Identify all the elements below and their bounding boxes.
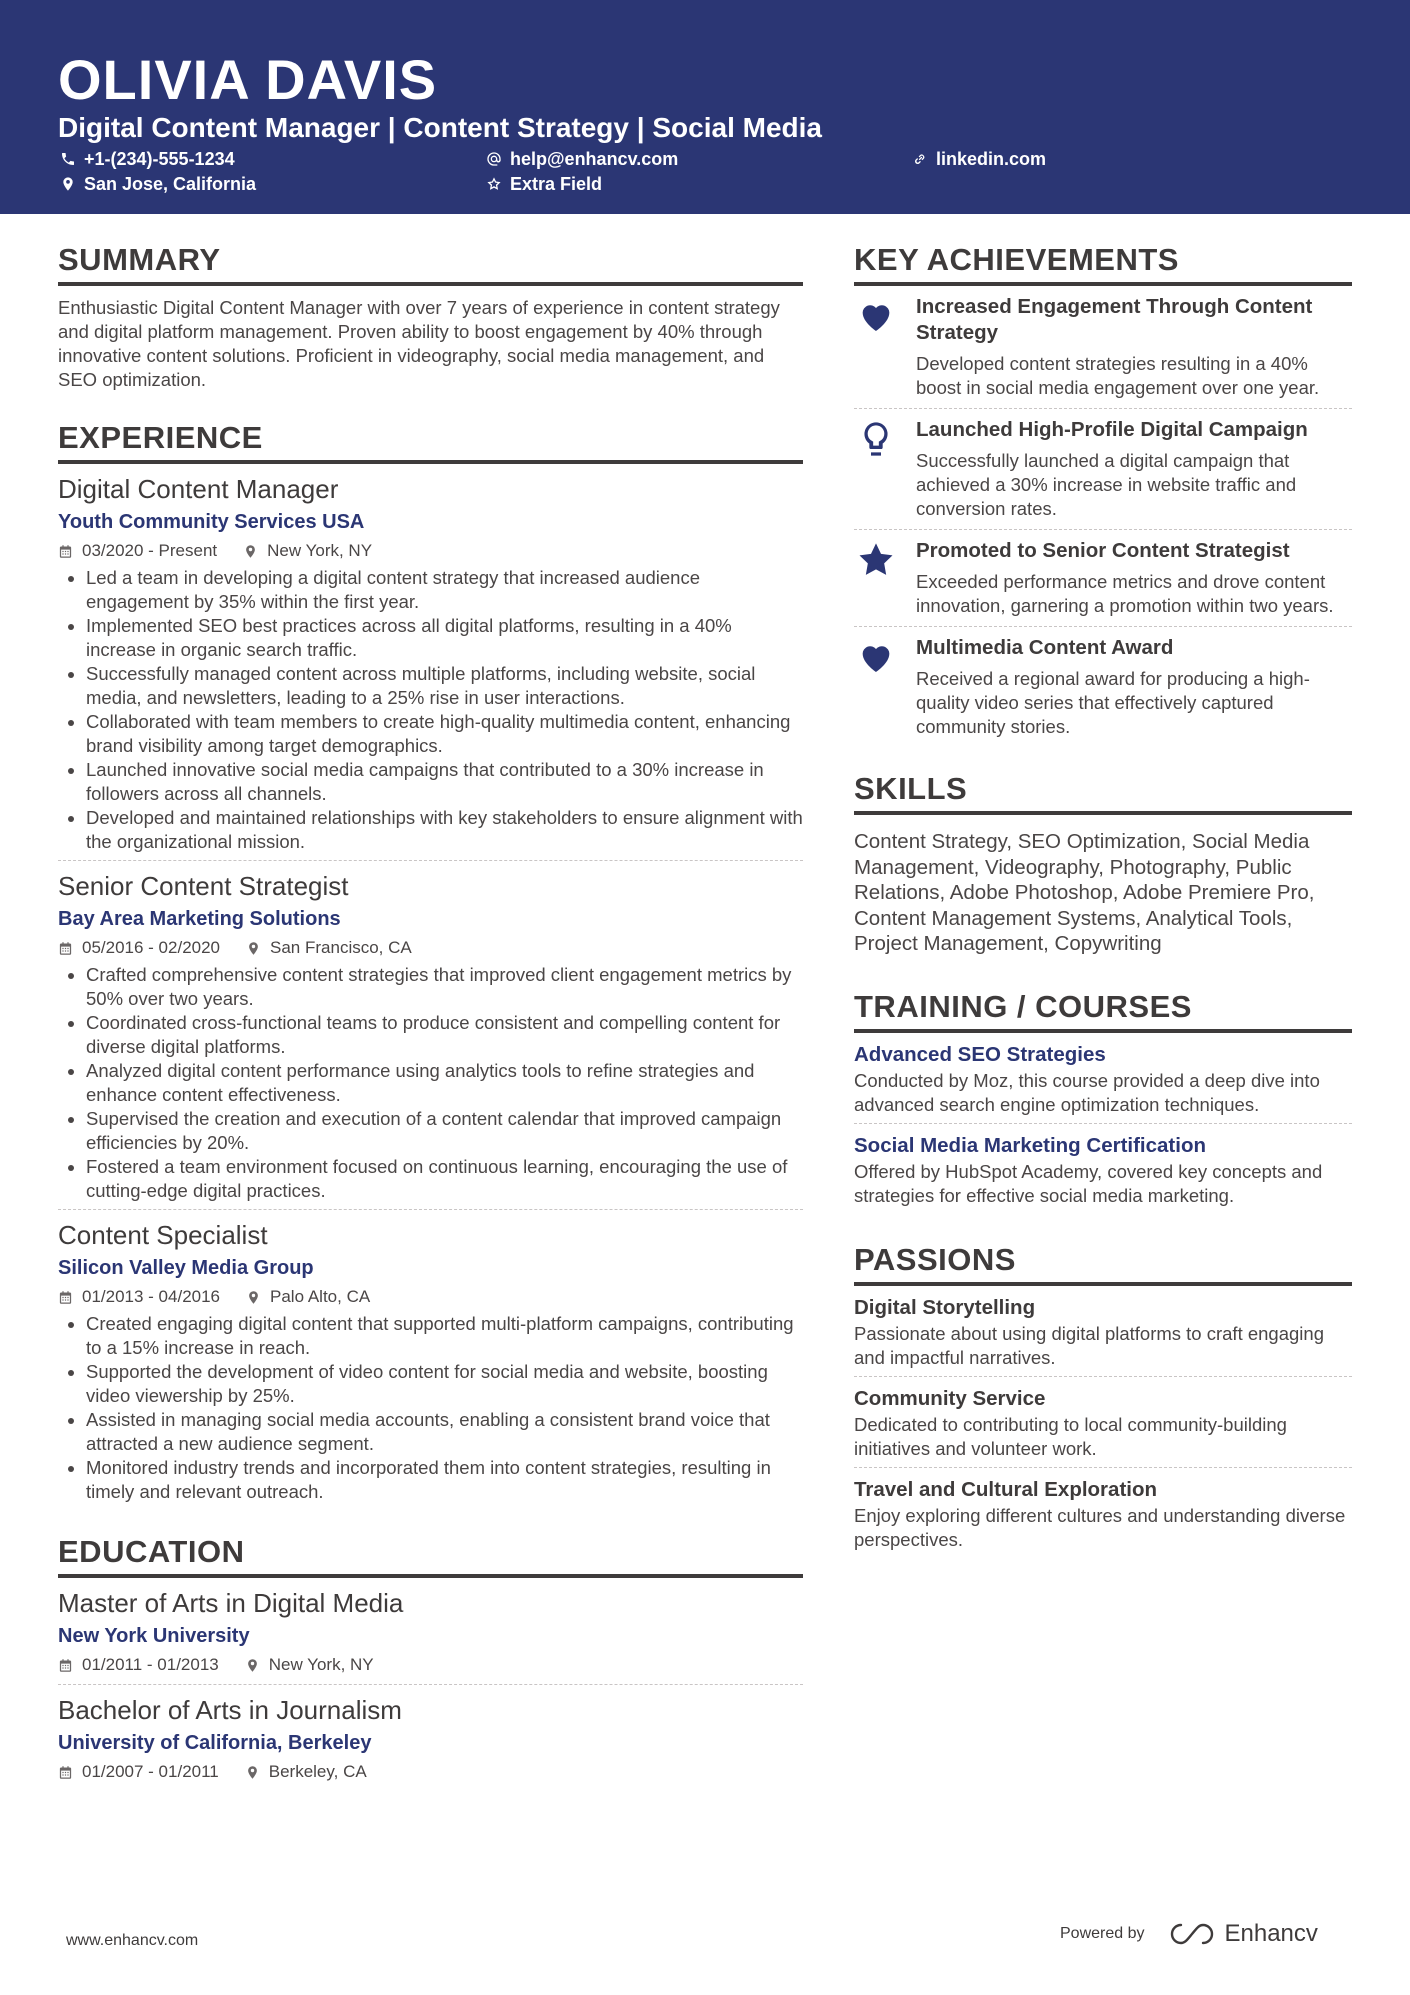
job-meta — [58, 538, 803, 564]
job-location — [243, 538, 372, 564]
education-dates: 01/2011 - 01/2013 — [82, 1655, 219, 1674]
phone-text: +1-(234)-555-1234 — [84, 149, 235, 169]
heart-icon-wrap — [854, 294, 916, 400]
education-location — [245, 1652, 374, 1678]
achievement-title: Increased Engagement Through Content Strategy — [916, 295, 1313, 344]
education-heading: EDUCATION — [58, 1532, 803, 1578]
calendar-icon — [58, 544, 73, 559]
achievements-heading: KEY ACHIEVEMENTS — [854, 240, 1352, 286]
degree-title: Master of Arts in Digital Media — [58, 1588, 404, 1618]
location-pin-icon — [246, 941, 261, 956]
job-title: Content Specialist — [58, 1220, 268, 1250]
powered-by-label: Powered by — [1060, 1925, 1145, 1942]
skills-section — [854, 769, 1352, 957]
job-dates: 05/2016 - 02/2020 — [82, 938, 221, 957]
location-pin-icon — [245, 1765, 260, 1780]
education-location-text: New York, NY — [268, 1655, 374, 1674]
calendar-icon — [58, 1765, 73, 1780]
phone-icon — [60, 151, 76, 167]
achievement-item — [854, 538, 1352, 627]
contact-linkedin[interactable] — [912, 147, 1046, 171]
divider — [58, 1684, 803, 1685]
job-bullet: • Developed and maintained relationships with key stakeholders to ensure alignment with the organizational mission. — [86, 806, 803, 854]
degree-title: Bachelor of Arts in Journalism — [58, 1695, 402, 1725]
calendar-icon — [58, 941, 73, 956]
job-title: Senior Content Strategist — [58, 871, 349, 901]
experience-heading: EXPERIENCE — [58, 418, 803, 464]
location-pin-icon — [245, 1658, 260, 1673]
job-company: Silicon Valley Media Group — [58, 1257, 314, 1279]
education-entry — [58, 1586, 803, 1685]
candidate-title: Digital Content Manager | Content Strategy | Social Media — [58, 112, 822, 143]
course-title: Social Media Marketing Certification — [854, 1133, 1206, 1157]
job-bullet: • Successfully managed content across multiple platforms, including website, social media, and newsletters, leading to a 25% rise in user interactions. — [86, 662, 803, 710]
job-entry — [58, 1218, 803, 1504]
calendar-icon — [58, 1290, 73, 1305]
footer-branding — [1060, 1920, 1318, 1948]
lightbulb-icon — [856, 419, 896, 459]
job-location-text: New York, NY — [267, 541, 373, 560]
skills-heading: SKILLS — [854, 769, 1352, 815]
contact-phone — [60, 147, 235, 171]
lightbulb-icon-wrap — [854, 417, 916, 521]
achievement-desc: Received a regional award for producing a high-quality video series that effectively captured community stories. — [916, 668, 1310, 737]
summary-heading: SUMMARY — [58, 240, 803, 286]
school-name: University of California, Berkeley — [58, 1732, 372, 1754]
job-bullet: • Analyzed digital content performance using analytics tools to refine strategies and enhance content effectiveness. — [86, 1059, 803, 1107]
job-bullet: • Coordinated cross-functional teams to produce consistent and compelling content for diverse digital platforms. — [86, 1011, 803, 1059]
education-dates: 01/2007 - 01/2011 — [82, 1762, 219, 1781]
passion-desc: Dedicated to contributing to local community-building initiatives and volunteer work. — [854, 1413, 1352, 1468]
summary-section — [58, 240, 803, 392]
experience-section — [58, 418, 803, 1504]
achievement-title: Promoted to Senior Content Strategist — [916, 539, 1290, 562]
extra-text: Extra Field — [510, 174, 603, 194]
course-desc: Conducted by Moz, this course provided a deep dive into advanced search engine optimization techniques. — [854, 1069, 1352, 1124]
job-meta — [58, 935, 803, 961]
passion-title: Community Service — [854, 1386, 1046, 1410]
achievement-desc: Exceeded performance metrics and drove content innovation, garnering a promotion within two years. — [916, 571, 1334, 616]
achievement-desc: Developed content strategies resulting in a 40% boost in social media engagement over one year. — [916, 353, 1320, 398]
education-location — [245, 1759, 367, 1785]
job-dates: 03/2020 - Present — [82, 541, 218, 560]
footer-website[interactable]: www.enhancv.com — [66, 1932, 199, 1949]
passions-section — [854, 1240, 1352, 1558]
job-bullet: • Launched innovative social media campaigns that contributed to a 30% increase in followers across all channels. — [86, 758, 803, 806]
job-location — [246, 1284, 370, 1310]
achievement-item — [854, 635, 1352, 747]
job-bullet: • Supervised the creation and execution of a content calendar that improved campaign efficiencies by 20%. — [86, 1107, 803, 1155]
job-company: Bay Area Marketing Solutions — [58, 908, 341, 930]
heart-icon-wrap — [854, 635, 916, 739]
star-icon-wrap — [854, 538, 916, 618]
school-name: New York University — [58, 1625, 250, 1647]
divider — [58, 1209, 803, 1210]
linkedin-text: linkedin.com — [936, 149, 1047, 169]
job-bullets — [58, 1312, 803, 1504]
contact-email[interactable] — [486, 147, 678, 171]
job-location — [246, 935, 412, 961]
education-meta — [58, 1759, 803, 1785]
skills-text: Content Strategy, SEO Optimization, Social Media Management, Videography, Photography, Public Relations, Adobe Photoshop, Adobe Premiere Pro, Content Management Systems, Analytical Tools, Project Management, Copywriting — [854, 830, 1315, 955]
passion-title: Travel and Cultural Exploration — [854, 1477, 1158, 1501]
calendar-icon — [58, 1658, 73, 1673]
left-column — [58, 240, 803, 1787]
achievement-title: Multimedia Content Award — [916, 636, 1174, 659]
job-location-text: Palo Alto, CA — [270, 1287, 371, 1306]
email-text: help@enhancv.com — [510, 149, 679, 169]
course-title: Advanced SEO Strategies — [854, 1042, 1106, 1066]
job-location-text: San Francisco, CA — [270, 938, 412, 957]
star-icon — [856, 540, 896, 580]
resume-header — [0, 0, 1410, 214]
education-location-text: Berkeley, CA — [268, 1762, 367, 1781]
training-heading: TRAINING / COURSES — [854, 987, 1352, 1033]
heart-icon — [856, 637, 896, 677]
job-title: Digital Content Manager — [58, 474, 339, 504]
contact-extra — [486, 172, 602, 196]
job-meta — [58, 1284, 803, 1310]
location-pin-icon — [243, 544, 258, 559]
location-pin-icon — [246, 1290, 261, 1305]
job-bullets — [58, 963, 803, 1203]
job-bullets — [58, 566, 803, 854]
passion-title: Digital Storytelling — [854, 1295, 1036, 1319]
job-bullet: • Monitored industry trends and incorporated them into content strategies, resulting in timely and relevant outreach. — [86, 1456, 803, 1504]
passions-heading: PASSIONS — [854, 1240, 1352, 1286]
job-bullet: • Created engaging digital content that supported multi-platform campaigns, contributing to a 15% increase in reach. — [86, 1312, 803, 1360]
job-bullet: • Fostered a team environment focused on continuous learning, encouraging the use of cutting-edge digital practices. — [86, 1155, 803, 1203]
candidate-name: OLIVIA DAVIS — [58, 48, 438, 111]
brand-name: Enhancv — [1224, 1920, 1318, 1947]
education-entry — [58, 1693, 803, 1785]
job-bullet: • Crafted comprehensive content strategies that improved client engagement metrics by 50% over two years. — [86, 963, 803, 1011]
job-entry — [58, 472, 803, 861]
enhancv-logo-icon — [1169, 1921, 1215, 1947]
summary-text: Enthusiastic Digital Content Manager with over 7 years of experience in content strategy and digital platform management. Proven ability to boost engagement by 40% through innovative content solutions. Proficient in videography, social media management, and SEO optimization. — [58, 297, 780, 390]
at-sign-icon — [486, 151, 502, 167]
job-company: Youth Community Services USA — [58, 511, 365, 533]
achievement-title: Launched High-Profile Digital Campaign — [916, 418, 1308, 441]
passion-desc: Passionate about using digital platforms to craft engaging and impactful narratives. — [854, 1322, 1352, 1377]
job-bullet: • Collaborated with team members to create high-quality multimedia content, enhancing brand visibility among target demographics. — [86, 710, 803, 758]
passion-desc: Enjoy exploring different cultures and understanding diverse perspectives. — [854, 1504, 1346, 1550]
star-outline-icon — [486, 176, 502, 192]
course-desc: Offered by HubSpot Academy, covered key concepts and strategies for effective social media marketing. — [854, 1160, 1323, 1206]
job-dates: 01/2013 - 04/2016 — [82, 1287, 221, 1306]
location-pin-icon — [60, 176, 76, 192]
enhancv-logo[interactable] — [1169, 1920, 1318, 1948]
job-bullet: • Assisted in managing social media accounts, enabling a consistent brand voice that attracted a new audience segment. — [86, 1408, 803, 1456]
location-text: San Jose, California — [84, 174, 257, 194]
job-entry — [58, 869, 803, 1210]
divider — [58, 860, 803, 861]
achievement-item — [854, 294, 1352, 409]
right-column — [854, 240, 1352, 1558]
education-section — [58, 1532, 803, 1785]
job-bullet: • Implemented SEO best practices across all digital platforms, resulting in a 40% increase in organic search traffic. — [86, 614, 803, 662]
training-section — [854, 987, 1352, 1214]
job-bullet: • Led a team in developing a digital content strategy that increased audience engagement by 35% within the first year. — [86, 566, 803, 614]
link-icon — [912, 151, 928, 167]
achievements-section — [854, 240, 1352, 747]
achievement-desc: Successfully launched a digital campaign that achieved a 30% increase in website traffic and conversion rates. — [916, 450, 1297, 519]
education-meta — [58, 1652, 803, 1678]
job-bullet: • Supported the development of video content for social media and website, boosting video viewership by 25%. — [86, 1360, 803, 1408]
contact-location — [60, 172, 256, 196]
achievement-item — [854, 417, 1352, 530]
heart-icon — [856, 296, 896, 336]
